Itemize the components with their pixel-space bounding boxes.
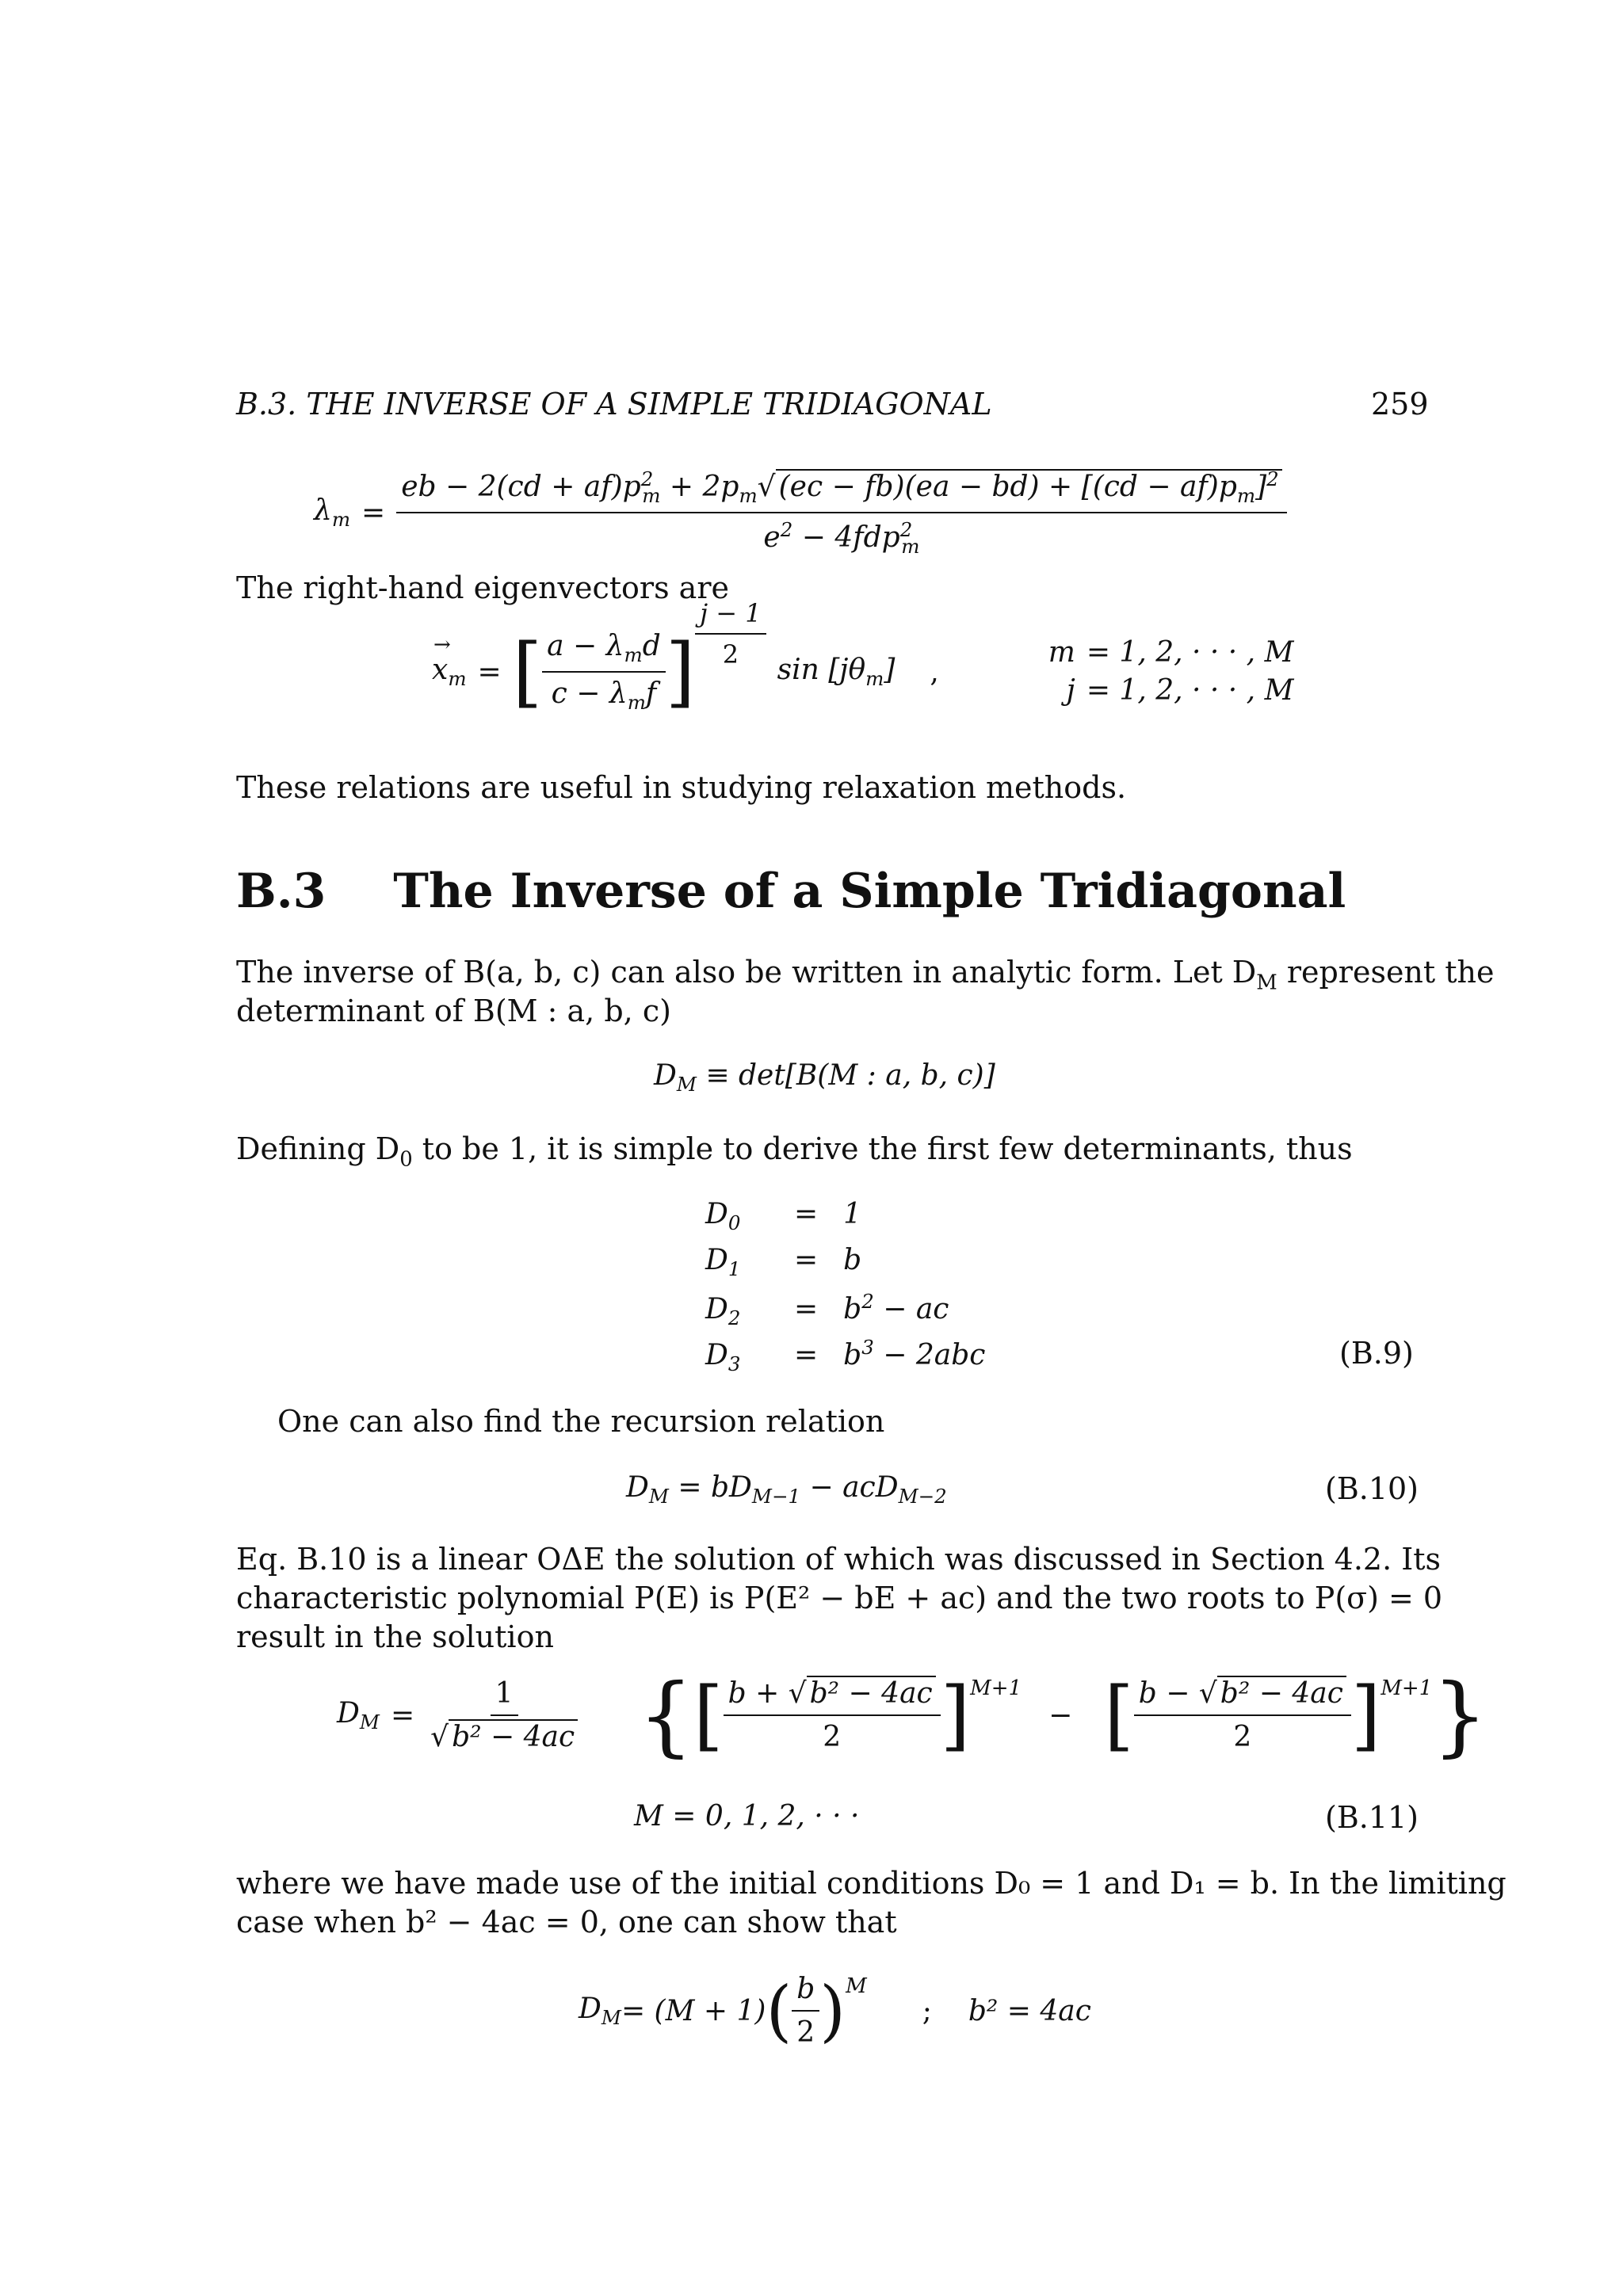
equation-b9-row-2: $D_2 = b^2$ − ac <box>705 1290 949 1330</box>
prefactor-fraction: $\frac{1}{\text{√ b² − 4ac}}$ <box>426 1677 582 1753</box>
equals-sign: = <box>361 496 386 529</box>
text-recursion: One can also find the recursion relation <box>277 1404 885 1439</box>
text-relaxation: These relations are useful in studying relaxation methods. <box>236 770 1127 805</box>
exponent-fraction: $\frac{j - 1}{2}$ <box>695 598 766 669</box>
lambda-fraction: $\frac{eb - 2(cd + af)p^2_m + 2p_m√ (ec - fb)(ea - bd) + [(cd - af)p_m]^2}{e^2 - 4fdp^2_m}$ <box>396 467 1287 558</box>
paragraph-4-line-1: where we have made use of the initial conditions D₀ = 1 and D₁ = b. In the limiting <box>236 1866 1507 1901</box>
lambda-lhs: $\lambda_m$ <box>314 494 351 532</box>
right-bracket-icon: ] <box>665 627 696 717</box>
equation-lambda <box>314 467 1287 558</box>
equation-b11-range: M = 0, 1, 2, · · · <box>634 1800 860 1833</box>
left-paren-icon: ( <box>766 1972 792 2050</box>
section-number: B.3 <box>236 864 327 919</box>
right-paren-icon: ) <box>819 1972 846 2050</box>
equation-b9-row-0: $D_0 = 1$ <box>705 1198 862 1235</box>
equation-label-b11: (B.11) <box>1325 1800 1419 1835</box>
paragraph-3-line-3: result in the solution <box>236 1619 554 1654</box>
equation-b9-row-3: $D_3 = b^3 - 2abc$ <box>705 1336 986 1376</box>
term2-fraction: $\frac{\text{b − √ b² − 4ac}}{2}$ <box>1134 1677 1351 1753</box>
equation-limiting-case: $D_M$ = (M + 1) ( $\frac{b}{2}$ ) $^M$ ; b² = 4ac <box>579 1972 1091 2050</box>
equation-b9-row-1: $D_1 = b$ <box>705 1244 862 1281</box>
paragraph-3-line-2: characteristic polynomial P(E) is P(E² − bE + ac) and the two roots to P(σ) = 0 <box>236 1581 1443 1615</box>
running-header-title: B.3. THE INVERSE OF A SIMPLE TRIDIAGONAL <box>236 387 992 421</box>
section-heading <box>236 864 1346 919</box>
equation-label-b10: (B.10) <box>1325 1471 1419 1506</box>
ratio-fraction: $\frac{a - \lambda_md}{c - \lambda_mf}$ <box>542 630 666 714</box>
section-title: The Inverse of a Simple Tridiagonal <box>393 864 1346 919</box>
right-brace-icon: } <box>1432 1665 1488 1766</box>
left-bracket-icon: [ <box>512 627 543 717</box>
left-bracket-icon: [ <box>1104 1671 1134 1760</box>
page-number: 259 <box>1371 387 1429 421</box>
arrow-icon: → <box>433 633 451 658</box>
term1-fraction: $\frac{\text{b + √ b² − 4ac}}{2}$ <box>724 1677 941 1753</box>
equation-b11: $D_M$ = $\frac{1}{\text{√ b² − 4ac}}$ { [ $\frac{\text{b + √ b² − 4ac}}{2}$ ] $^{M+1}$ − [ $\frac{\text{b − √ b² − 4ac}}{2}$ ] $^{M+1}$ } <box>337 1665 1488 1766</box>
equation-determinant: $D_M \equiv \det[B(M$ : a, b, c)] <box>654 1059 995 1097</box>
right-bracket-icon: ] <box>1350 1671 1381 1760</box>
paragraph-1-line-2: determinant of B(M : a, b, c) <box>236 994 671 1028</box>
paragraph-2: Defining $D_0$ to be 1, it is simple to derive the first few determinants, thus <box>236 1131 1353 1172</box>
left-bracket-icon: [ <box>693 1671 724 1760</box>
equation-b10: $D_M = bD_{M-1} - acD_{M-2}$ <box>626 1471 947 1508</box>
sin-term: $\sin [j\theta_m]$ <box>777 654 896 691</box>
b-over-2-fraction: $\frac{b}{2}$ <box>792 1973 819 2049</box>
paragraph-3-line-1: Eq. B.10 is a linear OΔE the solution of which was discussed in Section 4.2. Its <box>236 1542 1442 1577</box>
sqrt-icon: √ <box>757 471 776 503</box>
equation-label-b9: (B.9) <box>1339 1336 1414 1371</box>
text-eigenvectors: The right-hand eigenvectors are <box>236 570 729 605</box>
sqrt-icon: √ <box>430 1721 449 1753</box>
right-bracket-icon: ] <box>940 1671 971 1760</box>
x-vector-lhs: → $x_m$ <box>432 633 467 691</box>
paragraph-1-line-1: The inverse of B(a, b, c) can also be written in analytic form. Let $D_M$ represent the <box>236 955 1495 995</box>
left-brace-icon: { <box>638 1665 694 1766</box>
paragraph-4-line-2: case when b² − 4ac = 0, one can show that <box>236 1905 897 1939</box>
equation-eigenvector: → $x_m$ = [ $\frac{a - \lambda_md}{c - \lambda_mf}$ ] $\frac{j - 1}{2}$ $\sin [j\theta_m]$ , m = 1, 2, · · · , M j = 1, 2, · · · , M <box>432 598 1294 717</box>
index-ranges: m = 1, 2, · · · , M j = 1, 2, · · · , M <box>1048 635 1294 707</box>
